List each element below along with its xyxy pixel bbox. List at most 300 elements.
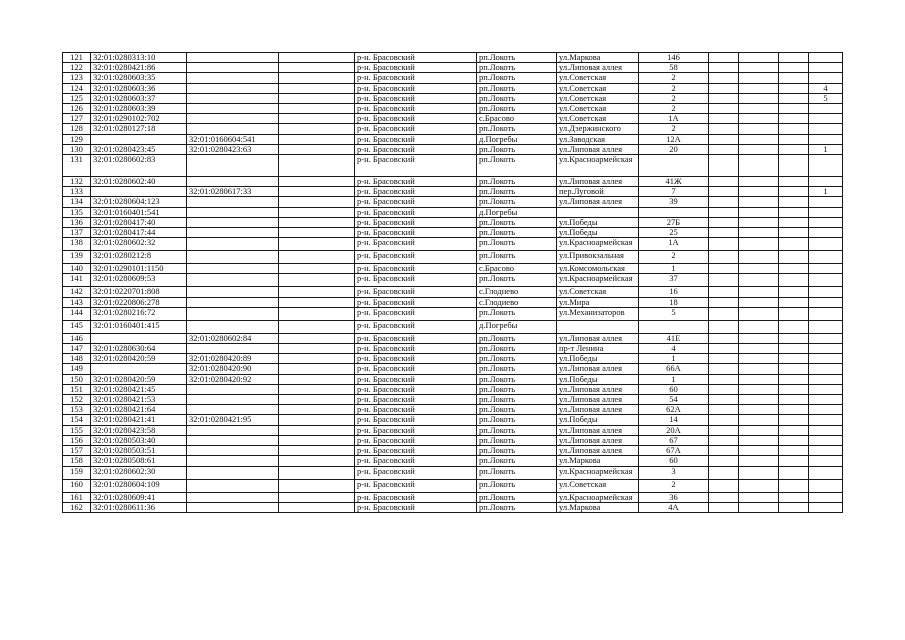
house-number-cell: 27Б — [639, 217, 709, 227]
empty-cell — [279, 320, 355, 333]
empty-cell — [779, 274, 809, 287]
row-number-cell: 160 — [63, 479, 91, 492]
district-cell: р-н. Брасовский — [355, 53, 477, 63]
empty-cell — [279, 93, 355, 103]
linked-cadastral-number-cell — [187, 124, 279, 134]
empty-cell — [739, 502, 779, 512]
table-row — [63, 217, 843, 227]
empty-cell — [279, 466, 355, 479]
empty-cell — [779, 134, 809, 144]
extra-value-cell — [809, 104, 843, 114]
row-number-cell: 162 — [63, 502, 91, 512]
cadastral-number-cell: 32:01:0280602:32 — [91, 238, 187, 251]
empty-cell — [279, 177, 355, 187]
empty-cell — [779, 492, 809, 502]
street-cell: ул.Красноармейская — [557, 238, 639, 251]
street-cell: ул.Победы — [557, 217, 639, 227]
row-number-cell: 156 — [63, 435, 91, 445]
extra-value-cell — [809, 307, 843, 320]
house-number-cell: 2 — [639, 93, 709, 103]
settlement-cell: с.Брасово — [477, 114, 557, 124]
cadastral-number-cell: 32:01:0280630:64 — [91, 344, 187, 354]
linked-cadastral-number-cell — [187, 297, 279, 307]
cadastral-number-cell: 32:01:0280603:39 — [91, 104, 187, 114]
table-row — [63, 274, 843, 287]
empty-cell — [279, 63, 355, 73]
empty-cell — [279, 217, 355, 227]
cadastral-number-cell: 32:01:0280611:36 — [91, 502, 187, 512]
house-number-cell: 2 — [639, 83, 709, 93]
street-cell: ул.Липовая аллея — [557, 333, 639, 343]
empty-cell — [709, 93, 739, 103]
row-number-cell: 137 — [63, 228, 91, 238]
district-cell: р-н. Брасовский — [355, 177, 477, 187]
empty-cell — [739, 320, 779, 333]
street-cell: ул.Маркова — [557, 456, 639, 466]
linked-cadastral-number-cell — [187, 456, 279, 466]
empty-cell — [709, 155, 739, 177]
extra-value-cell: 1 — [809, 187, 843, 197]
empty-cell — [709, 502, 739, 512]
linked-cadastral-number-cell — [187, 207, 279, 217]
settlement-cell: рп.Локоть — [477, 502, 557, 512]
empty-cell — [279, 479, 355, 492]
cadastral-number-cell: 32:01:0280127:18 — [91, 124, 187, 134]
linked-cadastral-number-cell — [187, 320, 279, 333]
settlement-cell: рп.Локоть — [477, 456, 557, 466]
empty-cell — [739, 374, 779, 384]
street-cell: ул.Советская — [557, 104, 639, 114]
empty-cell — [279, 264, 355, 274]
empty-cell — [279, 415, 355, 425]
house-number-cell: 16 — [639, 287, 709, 297]
cadastral-number-cell: 32:01:0280602:30 — [91, 466, 187, 479]
empty-cell — [279, 83, 355, 93]
linked-cadastral-number-cell — [187, 492, 279, 502]
district-cell: р-н. Брасовский — [355, 466, 477, 479]
settlement-cell: рп.Локоть — [477, 354, 557, 364]
district-cell: р-н. Брасовский — [355, 395, 477, 405]
table-row — [63, 446, 843, 456]
cadastral-number-cell: 32:01:0280603:35 — [91, 73, 187, 83]
empty-cell — [279, 124, 355, 134]
settlement-cell: д.Погребы — [477, 207, 557, 217]
settlement-cell: рп.Локоть — [477, 83, 557, 93]
table-row — [63, 297, 843, 307]
empty-cell — [709, 415, 739, 425]
empty-cell — [709, 384, 739, 394]
settlement-cell: рп.Локоть — [477, 63, 557, 73]
empty-cell — [739, 456, 779, 466]
empty-cell — [739, 395, 779, 405]
empty-cell — [279, 187, 355, 197]
empty-cell — [709, 104, 739, 114]
house-number-cell: 25 — [639, 228, 709, 238]
house-number-cell: 62А — [639, 405, 709, 415]
empty-cell — [739, 435, 779, 445]
empty-cell — [779, 93, 809, 103]
empty-cell — [709, 124, 739, 134]
extra-value-cell — [809, 466, 843, 479]
house-number-cell: 41Е — [639, 333, 709, 343]
street-cell: ул.Маркова — [557, 502, 639, 512]
empty-cell — [779, 155, 809, 177]
empty-cell — [779, 228, 809, 238]
empty-cell — [779, 217, 809, 227]
empty-cell — [279, 207, 355, 217]
extra-value-cell — [809, 456, 843, 466]
cadastral-number-cell — [91, 364, 187, 374]
table-row — [63, 395, 843, 405]
street-cell: ул.Липовая аллея — [557, 405, 639, 415]
empty-cell — [779, 63, 809, 73]
cadastral-number-cell: 32:01:0290102:702 — [91, 114, 187, 124]
cadastral-number-cell: 32:01:0280420:59 — [91, 374, 187, 384]
settlement-cell: рп.Локоть — [477, 344, 557, 354]
house-number-cell: 37 — [639, 274, 709, 287]
empty-cell — [279, 297, 355, 307]
empty-cell — [279, 344, 355, 354]
district-cell: р-н. Брасовский — [355, 114, 477, 124]
row-number-cell: 128 — [63, 124, 91, 134]
district-cell: р-н. Брасовский — [355, 197, 477, 207]
empty-cell — [779, 384, 809, 394]
row-number-cell: 149 — [63, 364, 91, 374]
empty-cell — [739, 134, 779, 144]
house-number-cell: 12А — [639, 134, 709, 144]
table-row — [63, 354, 843, 364]
empty-cell — [739, 155, 779, 177]
row-number-cell: 121 — [63, 53, 91, 63]
linked-cadastral-number-cell — [187, 217, 279, 227]
empty-cell — [279, 53, 355, 63]
extra-value-cell — [809, 274, 843, 287]
empty-cell — [279, 238, 355, 251]
settlement-cell: рп.Локоть — [477, 104, 557, 114]
district-cell: р-н. Брасовский — [355, 354, 477, 364]
empty-cell — [739, 83, 779, 93]
empty-cell — [739, 124, 779, 134]
street-cell — [557, 207, 639, 217]
row-number-cell: 127 — [63, 114, 91, 124]
empty-cell — [779, 333, 809, 343]
district-cell: р-н. Брасовский — [355, 155, 477, 177]
cadastral-number-cell: 32:01:0280508:61 — [91, 456, 187, 466]
row-number-cell: 132 — [63, 177, 91, 187]
district-cell: р-н. Брасовский — [355, 134, 477, 144]
settlement-cell: рп.Локоть — [477, 187, 557, 197]
linked-cadastral-number-cell — [187, 287, 279, 297]
empty-cell — [279, 364, 355, 374]
empty-cell — [779, 320, 809, 333]
extra-value-cell — [809, 73, 843, 83]
empty-cell — [779, 307, 809, 320]
row-number-cell: 139 — [63, 251, 91, 264]
district-cell: р-н. Брасовский — [355, 104, 477, 114]
extra-value-cell — [809, 435, 843, 445]
extra-value-cell — [809, 114, 843, 124]
cadastral-number-cell: 32:01:0280602:83 — [91, 155, 187, 177]
empty-cell — [279, 307, 355, 320]
settlement-cell: рп.Локоть — [477, 155, 557, 177]
house-number-cell: 58 — [639, 63, 709, 73]
row-number-cell: 145 — [63, 320, 91, 333]
empty-cell — [279, 155, 355, 177]
settlement-cell: рп.Локоть — [477, 307, 557, 320]
empty-cell — [739, 177, 779, 187]
table-row — [63, 104, 843, 114]
table-row — [63, 466, 843, 479]
house-number-cell: 1 — [639, 354, 709, 364]
empty-cell — [779, 264, 809, 274]
settlement-cell: рп.Локоть — [477, 197, 557, 207]
linked-cadastral-number-cell — [187, 251, 279, 264]
street-cell: ул.Победы — [557, 228, 639, 238]
linked-cadastral-number-cell — [187, 405, 279, 415]
empty-cell — [709, 144, 739, 154]
linked-cadastral-number-cell — [187, 197, 279, 207]
house-number-cell: 2 — [639, 73, 709, 83]
cadastral-number-cell: 32:01:0280216:72 — [91, 307, 187, 320]
empty-cell — [739, 446, 779, 456]
settlement-cell: рп.Локоть — [477, 251, 557, 264]
row-number-cell: 135 — [63, 207, 91, 217]
cadastral-number-cell — [91, 333, 187, 343]
settlement-cell: рп.Локоть — [477, 274, 557, 287]
settlement-cell: рп.Локоть — [477, 374, 557, 384]
empty-cell — [739, 492, 779, 502]
table-row — [63, 187, 843, 197]
district-cell: р-н. Брасовский — [355, 415, 477, 425]
empty-cell — [779, 177, 809, 187]
house-number-cell: 20 — [639, 144, 709, 154]
street-cell: ул.Комсомольская — [557, 264, 639, 274]
empty-cell — [739, 114, 779, 124]
table-row — [63, 287, 843, 297]
extra-value-cell — [809, 354, 843, 364]
empty-cell — [739, 197, 779, 207]
empty-cell — [739, 415, 779, 425]
empty-cell — [779, 73, 809, 83]
street-cell: ул.Липовая аллея — [557, 384, 639, 394]
row-number-cell: 126 — [63, 104, 91, 114]
empty-cell — [709, 251, 739, 264]
settlement-cell: рп.Локоть — [477, 405, 557, 415]
empty-cell — [709, 492, 739, 502]
row-number-cell: 124 — [63, 83, 91, 93]
empty-cell — [709, 456, 739, 466]
linked-cadastral-number-cell — [187, 466, 279, 479]
table-row — [63, 155, 843, 177]
district-cell: р-н. Брасовский — [355, 320, 477, 333]
table-row — [63, 114, 843, 124]
empty-cell — [709, 228, 739, 238]
empty-cell — [709, 446, 739, 456]
street-cell: ул.Советская — [557, 83, 639, 93]
street-cell: ул.Липовая аллея — [557, 177, 639, 187]
street-cell — [557, 320, 639, 333]
street-cell: ул.Липовая аллея — [557, 435, 639, 445]
house-number-cell: 18 — [639, 297, 709, 307]
empty-cell — [709, 114, 739, 124]
cadastral-number-cell: 32:01:0280421:41 — [91, 415, 187, 425]
empty-cell — [739, 251, 779, 264]
house-number-cell: 66А — [639, 364, 709, 374]
empty-cell — [779, 124, 809, 134]
row-number-cell: 141 — [63, 274, 91, 287]
extra-value-cell — [809, 217, 843, 227]
cadastral-number-cell: 32:01:0280604:123 — [91, 197, 187, 207]
cadastral-number-cell: 32:01:0280212:8 — [91, 251, 187, 264]
settlement-cell: с.Глоднево — [477, 287, 557, 297]
extra-value-cell — [809, 405, 843, 415]
street-cell: ул.Советская — [557, 287, 639, 297]
settlement-cell: рп.Локоть — [477, 492, 557, 502]
empty-cell — [739, 228, 779, 238]
district-cell: р-н. Брасовский — [355, 238, 477, 251]
street-cell: ул.Дзержинского — [557, 124, 639, 134]
cadastral-number-cell: 32:01:0280421:45 — [91, 384, 187, 394]
empty-cell — [779, 466, 809, 479]
linked-cadastral-number-cell — [187, 384, 279, 394]
extra-value-cell — [809, 287, 843, 297]
house-number-cell: 60 — [639, 384, 709, 394]
row-number-cell: 153 — [63, 405, 91, 415]
linked-cadastral-number-cell — [187, 446, 279, 456]
extra-value-cell — [809, 53, 843, 63]
empty-cell — [279, 425, 355, 435]
empty-cell — [739, 466, 779, 479]
row-number-cell: 136 — [63, 217, 91, 227]
empty-cell — [279, 144, 355, 154]
district-cell: р-н. Брасовский — [355, 502, 477, 512]
street-cell: ул.Липовая аллея — [557, 395, 639, 405]
settlement-cell: д.Погребы — [477, 320, 557, 333]
settlement-cell: рп.Локоть — [477, 384, 557, 394]
street-cell: ул.Механизаторов — [557, 307, 639, 320]
table-row — [63, 364, 843, 374]
row-number-cell: 155 — [63, 425, 91, 435]
empty-cell — [279, 384, 355, 394]
cadastral-number-cell: 32:01:0280503:51 — [91, 446, 187, 456]
cadastral-number-cell: 32:01:0220806:278 — [91, 297, 187, 307]
empty-cell — [739, 307, 779, 320]
empty-cell — [709, 287, 739, 297]
linked-cadastral-number-cell: 32:01:0280420:90 — [187, 364, 279, 374]
empty-cell — [709, 307, 739, 320]
empty-cell — [709, 297, 739, 307]
settlement-cell: рп.Локоть — [477, 238, 557, 251]
row-number-cell: 147 — [63, 344, 91, 354]
table-row — [63, 83, 843, 93]
cadastral-number-cell: 32:01:0160401:541 — [91, 207, 187, 217]
empty-cell — [779, 251, 809, 264]
settlement-cell: с.Брасово — [477, 264, 557, 274]
empty-cell — [739, 93, 779, 103]
empty-cell — [279, 502, 355, 512]
street-cell: ул.Красноармейская — [557, 274, 639, 287]
district-cell: р-н. Брасовский — [355, 287, 477, 297]
settlement-cell: рп.Локоть — [477, 333, 557, 343]
row-number-cell: 140 — [63, 264, 91, 274]
empty-cell — [739, 187, 779, 197]
street-cell: ул.Липовая аллея — [557, 197, 639, 207]
cadastral-number-cell — [91, 134, 187, 144]
table-row — [63, 134, 843, 144]
empty-cell — [779, 405, 809, 415]
empty-cell — [279, 228, 355, 238]
house-number-cell — [639, 207, 709, 217]
settlement-cell: рп.Локоть — [477, 73, 557, 83]
street-cell: ул.Мира — [557, 297, 639, 307]
house-number-cell: 54 — [639, 395, 709, 405]
empty-cell — [779, 104, 809, 114]
house-number-cell: 7 — [639, 187, 709, 197]
empty-cell — [779, 374, 809, 384]
district-cell: р-н. Брасовский — [355, 144, 477, 154]
street-cell: ул.Победы — [557, 354, 639, 364]
linked-cadastral-number-cell — [187, 73, 279, 83]
table-row — [63, 228, 843, 238]
empty-cell — [709, 177, 739, 187]
street-cell: ул.Заводская — [557, 134, 639, 144]
street-cell: ул.Победы — [557, 415, 639, 425]
district-cell: р-н. Брасовский — [355, 207, 477, 217]
empty-cell — [279, 492, 355, 502]
table-row — [63, 405, 843, 415]
row-number-cell: 133 — [63, 187, 91, 197]
empty-cell — [709, 63, 739, 73]
settlement-cell: рп.Локоть — [477, 364, 557, 374]
street-cell: ул.Советская — [557, 93, 639, 103]
row-number-cell: 123 — [63, 73, 91, 83]
district-cell: р-н. Брасовский — [355, 83, 477, 93]
empty-cell — [739, 73, 779, 83]
row-number-cell: 138 — [63, 238, 91, 251]
linked-cadastral-number-cell: 32:01:0280602:84 — [187, 333, 279, 343]
extra-value-cell — [809, 251, 843, 264]
cadastral-number-cell: 32:01:0280603:37 — [91, 93, 187, 103]
table-row — [63, 435, 843, 445]
extra-value-cell — [809, 124, 843, 134]
empty-cell — [709, 435, 739, 445]
settlement-cell: рп.Локоть — [477, 395, 557, 405]
empty-cell — [739, 104, 779, 114]
house-number-cell: 14 — [639, 415, 709, 425]
table-row — [63, 238, 843, 251]
house-number-cell: 4 — [639, 344, 709, 354]
district-cell: р-н. Брасовский — [355, 456, 477, 466]
street-cell: ул.Советская — [557, 479, 639, 492]
empty-cell — [279, 287, 355, 297]
empty-cell — [279, 395, 355, 405]
district-cell: р-н. Брасовский — [355, 384, 477, 394]
empty-cell — [709, 187, 739, 197]
cadastral-number-cell: 32:01:0280421:86 — [91, 63, 187, 73]
settlement-cell: д.Погребы — [477, 134, 557, 144]
empty-cell — [779, 197, 809, 207]
house-number-cell: 20А — [639, 425, 709, 435]
street-cell: ул.Красноармейская — [557, 155, 639, 177]
cadastral-number-cell — [91, 187, 187, 197]
empty-cell — [739, 384, 779, 394]
district-cell: р-н. Брасовский — [355, 333, 477, 343]
row-number-cell: 134 — [63, 197, 91, 207]
extra-value-cell — [809, 63, 843, 73]
settlement-cell: рп.Локоть — [477, 177, 557, 187]
empty-cell — [779, 287, 809, 297]
house-number-cell: 41Ж — [639, 177, 709, 187]
